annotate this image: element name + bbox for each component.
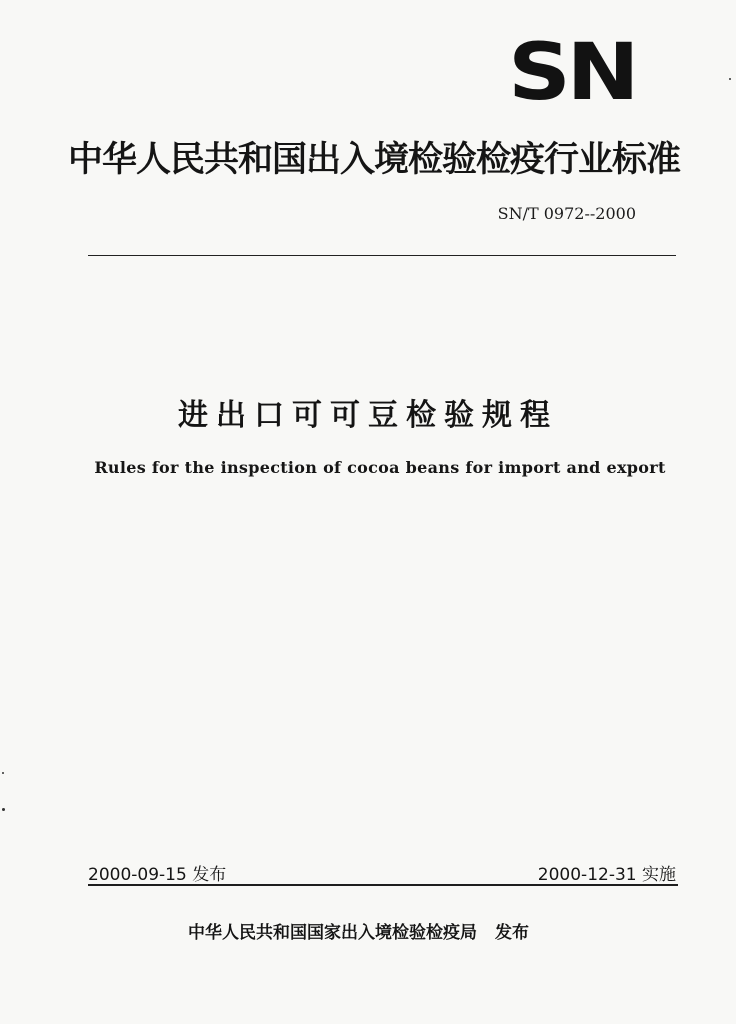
bottom-divider bbox=[88, 884, 678, 886]
scan-speck bbox=[2, 808, 5, 811]
header-title: 中华人民共和国出入境检验检疫行业标准 bbox=[68, 140, 681, 180]
publisher-line bbox=[188, 918, 529, 943]
top-divider bbox=[88, 255, 676, 256]
sn-logo: SN bbox=[508, 28, 636, 118]
standard-code: SN/T 0972--2000 bbox=[497, 204, 636, 223]
publisher-organization: 中华人民共和国国家出入境检验检疫局 bbox=[188, 923, 477, 943]
scan-speck bbox=[729, 78, 731, 80]
implement-date: 2000-12-31 实施 bbox=[537, 865, 676, 885]
title-english: Rules for the inspection of cocoa beans for import and export bbox=[94, 458, 666, 477]
issue-date: 2000-09-15 发布 bbox=[88, 865, 227, 885]
scan-speck bbox=[2, 772, 4, 774]
title-chinese: 进出口可可豆检验规程 bbox=[178, 398, 558, 433]
publisher-action: 发布 bbox=[495, 923, 529, 943]
